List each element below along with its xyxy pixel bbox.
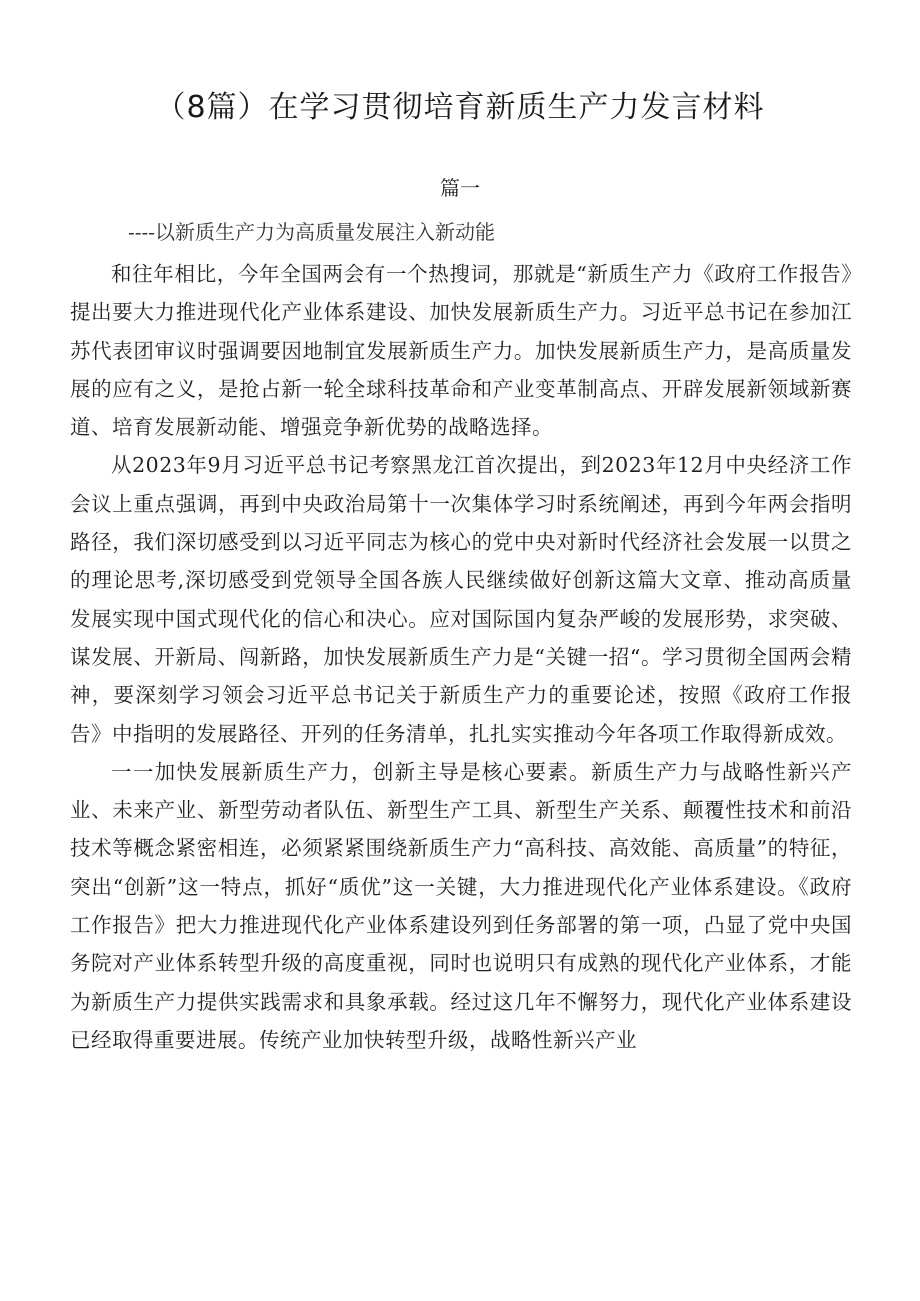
paragraph-2: 从2023年9月习近平总书记考察黑龙江首次提出，到2023年12月中央经济工作会议上重点强调，再到中央政治局第十一次集体学习时系统阐述，再到今年两会指明路径，我们深切感受到以习近平同志为核心的党中央对新时代经济社会发展一以贯之的理论思考,深切感受到党领导全国各族人民继续做好创新这篇大文章、推动高质量发展实现中国式现代化的信心和决心。应对国际国内复杂严峻的发展形势，求突破、谋发展、开新局、闯新路，加快发展新质生产力是“关键一招“。学习贯彻全国两会精神，要深刻学习领会习近平总书记关于新质生产力的重要论述，按照《政府工作报告》中指明的发展路径、开列的任务清单，扎扎实实推动今年各项工作取得新成效。 xyxy=(70,453,852,746)
section-heading: 篇一 xyxy=(440,176,480,200)
document-title: （8篇）在学习贯彻培育新质生产力发言材料 xyxy=(155,90,765,125)
section-subtitle: ----以新质生产力为高质量发展注入新动能 xyxy=(128,220,496,244)
document-body xyxy=(70,255,852,1059)
paragraph-1: 和往年相比，今年全国两会有一个热搜词，那就是“新质生产力《政府工作报告》提出要大力推进现代化产业体系建设、加快发展新质生产力。习近平总书记在参加江苏代表团审议时强调要因地制宜发展新质生产力。加快发展新质生产力，是高质量发展的应有之义，是抢占新一轮全球科技革命和产业变革制高点、开辟发展新领域新赛道、培育发展新动能、增强竞争新优势的战略选择。 xyxy=(70,262,852,440)
paragraph-3: 一一加快发展新质生产力，创新主导是核心要素。新质生产力与战略性新兴产业、未来产业、新型劳动者队伍、新型生产工具、新型生产关系、颠覆性技术和前沿技术等概念紧密相连，必须紧紧围绕新质生产力“高科技、高效能、高质量”的特征，突出“创新”这一特点，抓好“质优”这一关键，大力推进现代化产业体系建设。《政府工作报告》把大力推进现代化产业体系建设列到任务部署的第一项，凸显了党中央国务院对产业体系转型升级的高度重视，同时也说明只有成熟的现代化产业体系，才能为新质生产力提供实践需求和具象承载。经过这几年不懈努力，现代化产业体系建设已经取得重要进展。传统产业加快转型升级，战略性新兴产业 xyxy=(70,759,852,1052)
